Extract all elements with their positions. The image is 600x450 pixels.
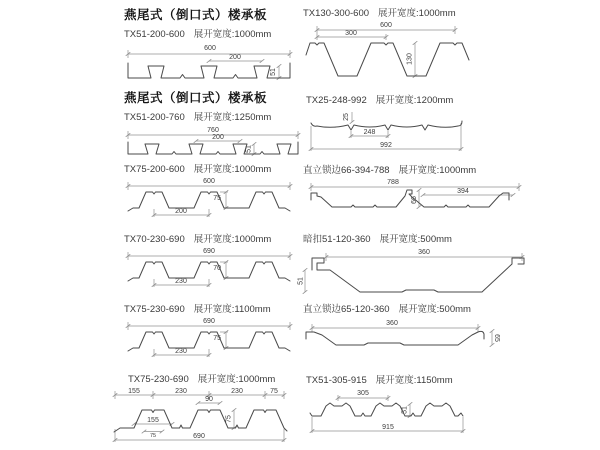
- panel-heading: 燕尾式（倒口式）楼承板: [124, 91, 268, 105]
- dim-height: [298, 268, 308, 294]
- panel-subtitle: [128, 371, 292, 385]
- dim-height: [407, 41, 418, 78]
- svg-text:230: 230: [175, 348, 187, 355]
- dim-overall: [324, 249, 525, 261]
- dim-height: [402, 402, 413, 418]
- profile-drawing: [124, 178, 294, 220]
- svg-text:75: 75: [213, 195, 221, 202]
- svg-text:360: 360: [418, 249, 430, 256]
- profile-drawing: [296, 248, 536, 300]
- dim-height: [270, 64, 281, 80]
- panel-heading: 燕尾式（倒口式）楼承板: [124, 8, 268, 22]
- dim-overall: [126, 248, 293, 260]
- profile-outline: [311, 121, 462, 130]
- model-code: 直立锁边65-120-360: [303, 304, 390, 315]
- panel-tx70-230-690: [124, 231, 294, 290]
- svg-text:788: 788: [387, 179, 399, 186]
- coil-width: 展开宽度:1000mm: [193, 29, 272, 40]
- dim-crest-foot: [142, 430, 165, 439]
- panel-tx51-200-600: [124, 5, 294, 89]
- panel-subtitle: [303, 162, 525, 176]
- dim-crest-top: [196, 396, 223, 405]
- panel-ankou-51-120-360: [296, 231, 536, 300]
- dim-pitch: [336, 390, 391, 401]
- panel-subtitle: [306, 372, 515, 386]
- svg-text:70: 70: [213, 265, 221, 272]
- panel-subtitle: [124, 301, 294, 315]
- panel-tx75-200-600: [124, 161, 294, 220]
- model-code: 直立锁边66-394-788: [303, 165, 390, 176]
- dim-pitch: [421, 188, 516, 197]
- svg-text:760: 760: [207, 127, 219, 134]
- model-code: TX70-230-690: [124, 234, 185, 245]
- model-code: TX51-200-600: [124, 29, 185, 40]
- dim-pitch: [349, 129, 391, 138]
- svg-text:200: 200: [212, 134, 224, 141]
- profile-drawing: [303, 179, 525, 219]
- svg-text:65: 65: [493, 334, 500, 342]
- svg-text:200: 200: [229, 54, 241, 61]
- coil-width: 展开宽度:1000mm: [193, 234, 272, 245]
- dim-pitch: [315, 30, 389, 40]
- panel-tx130-300-600: [303, 5, 475, 82]
- svg-text:66: 66: [411, 196, 418, 204]
- svg-text:25: 25: [343, 113, 350, 121]
- dim-overall: [310, 320, 481, 332]
- svg-text:51: 51: [297, 277, 305, 285]
- panel-subtitle: [124, 109, 302, 123]
- dim-pitch: [207, 54, 265, 63]
- svg-text:915: 915: [382, 424, 394, 431]
- svg-text:600: 600: [203, 178, 215, 185]
- model-code: TX75-200-600: [124, 164, 185, 175]
- profile-outline: [128, 192, 290, 211]
- svg-text:230: 230: [175, 388, 187, 395]
- svg-text:51: 51: [401, 406, 409, 414]
- dim-height: [490, 329, 500, 347]
- model-code: TX75-230-690: [124, 304, 185, 315]
- profile-outline: [311, 190, 509, 207]
- dim-pitch: [152, 278, 212, 287]
- dim-height: [343, 112, 354, 124]
- profile-outline: [128, 142, 298, 154]
- coil-width: 展开宽度:1250mm: [193, 112, 272, 123]
- model-code: TX75-230-690: [128, 374, 189, 385]
- svg-text:230: 230: [175, 278, 187, 285]
- svg-text:600: 600: [204, 45, 216, 52]
- svg-text:75: 75: [149, 433, 157, 439]
- profile-drawing: [124, 248, 294, 290]
- svg-text:75: 75: [270, 388, 278, 395]
- svg-text:90: 90: [205, 396, 213, 403]
- profile-drawing: [124, 43, 294, 89]
- coil-width: 展开宽度:1000mm: [398, 165, 477, 176]
- panel-subtitle: [124, 231, 294, 245]
- dim-overall: [310, 417, 466, 433]
- profile-drawing: [124, 318, 294, 360]
- model-code: 暗扣51-120-360: [303, 234, 371, 245]
- coil-width: 展开宽度:1000mm: [193, 164, 272, 175]
- dim-height: [411, 188, 421, 209]
- dim-overall: [126, 45, 293, 58]
- coil-width: 展开宽度:500mm: [398, 304, 471, 315]
- coil-width: 展开宽度:1000mm: [378, 8, 456, 19]
- panel-tx51-305-915: [300, 372, 515, 439]
- svg-text:155: 155: [147, 417, 159, 424]
- svg-text:690: 690: [203, 318, 215, 325]
- profile-outline: [312, 258, 524, 292]
- svg-text:394: 394: [457, 188, 469, 195]
- svg-text:690: 690: [193, 433, 205, 440]
- profile-drawing: [303, 22, 475, 82]
- dim-pitch: [152, 348, 212, 357]
- panel-zhili-suobian-66-394-788: [303, 162, 525, 219]
- panel-subtitle: [303, 231, 536, 245]
- dim-overall: [126, 318, 293, 330]
- svg-text:130: 130: [406, 53, 414, 65]
- panel-subtitle: [303, 5, 475, 19]
- profile-outline: [128, 332, 290, 351]
- panel-tx25-248-992: [306, 92, 466, 155]
- coil-width: 展开宽度:500mm: [379, 234, 452, 245]
- model-code: TX51-200-760: [124, 112, 185, 123]
- dim-overall: [309, 179, 522, 191]
- model-code: TX51-305-915: [306, 375, 367, 386]
- svg-text:360: 360: [386, 320, 398, 327]
- coil-width: 展开宽度:1200mm: [375, 95, 454, 106]
- svg-text:200: 200: [175, 208, 187, 215]
- panel-subtitle: [124, 161, 294, 175]
- svg-text:600: 600: [380, 22, 392, 29]
- dim-segments: [113, 388, 287, 399]
- svg-text:230: 230: [231, 388, 243, 395]
- coil-width: 展开宽度:1000mm: [197, 374, 276, 385]
- coil-width: 展开宽度:1150mm: [375, 375, 453, 386]
- profile-outline: [128, 63, 290, 78]
- panel-subtitle: [306, 92, 466, 106]
- svg-text:690: 690: [203, 248, 215, 255]
- profile-outline: [128, 262, 290, 281]
- profile-drawing: [124, 126, 302, 162]
- svg-text:51: 51: [270, 68, 277, 76]
- svg-text:155: 155: [128, 388, 140, 395]
- svg-text:305: 305: [357, 390, 369, 397]
- svg-text:75: 75: [225, 415, 233, 423]
- model-code: TX25-248-992: [306, 95, 367, 106]
- profile-drawing: [300, 389, 515, 439]
- panel-subtitle: [303, 301, 508, 315]
- panel-tx75-230-690-1000: [110, 371, 292, 446]
- svg-text:992: 992: [380, 142, 392, 149]
- panel-subtitle: [124, 26, 294, 40]
- svg-text:75: 75: [213, 335, 221, 342]
- panel-zhili-suobian-65-120-360: [300, 301, 508, 360]
- panel-tx51-200-760: [124, 88, 302, 162]
- svg-text:51: 51: [245, 145, 253, 153]
- dim-overall: [113, 429, 287, 442]
- profile-outline: [306, 331, 484, 345]
- coil-width: 展开宽度:1100mm: [193, 304, 271, 315]
- profile-drawing: [306, 109, 466, 155]
- svg-text:248: 248: [363, 129, 376, 136]
- model-code: TX130-300-600: [303, 8, 370, 19]
- profile-drawing: [110, 388, 292, 446]
- profile-outline: [306, 43, 469, 76]
- svg-text:300: 300: [345, 30, 357, 37]
- dim-overall: [126, 178, 293, 190]
- profile-outline: [114, 410, 287, 432]
- profile-drawing: [300, 318, 508, 360]
- panel-tx75-230-690-1100: [124, 301, 294, 360]
- dim-pitch: [152, 208, 212, 217]
- profile-outline: [310, 403, 463, 416]
